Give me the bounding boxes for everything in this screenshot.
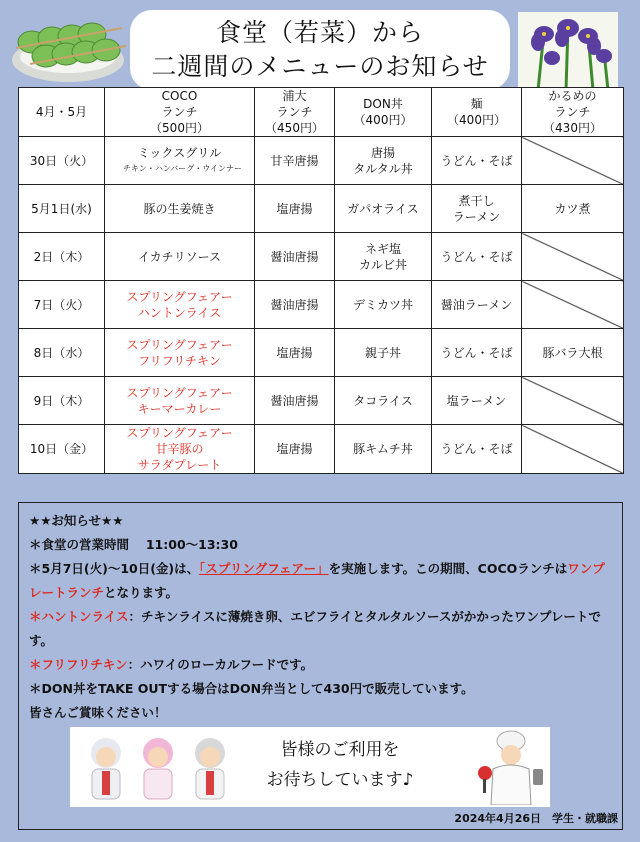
noodle-cell: うどん・そば: [432, 233, 522, 281]
column-header-3: DON丼 （400円）: [335, 88, 432, 137]
noodle-cell: 醤油ラーメン: [432, 281, 522, 329]
menu-table: [18, 87, 624, 474]
coco-lunch-cell: ミックスグリル チキン・ハンバーグ・ウインナー: [105, 137, 255, 185]
title-line-1: 食堂（若菜）から: [215, 18, 424, 47]
date-cell: 7日（火）: [19, 281, 105, 329]
uradai-lunch-cell: 塩唐揚: [255, 329, 335, 377]
don-cell: タコライス: [335, 377, 432, 425]
karume-lunch-cell: 豚バラ大根: [522, 329, 624, 377]
banner-line-1: 皆様のご利用を: [280, 740, 400, 760]
page-title: [130, 10, 510, 90]
coco-lunch-cell: スプリングフェアー キーマーカレー: [105, 377, 255, 425]
column-header-2: 浦大 ランチ （450円）: [255, 88, 335, 137]
table-row: [19, 281, 624, 329]
notice-closing: 皆さんご賞味ください！: [29, 705, 167, 720]
table-row: [19, 377, 624, 425]
notice-heading: ★★お知らせ★★: [29, 513, 124, 528]
coco-lunch-cell: スプリングフェアー ハントンライス: [105, 281, 255, 329]
karume-lunch-cell: [522, 281, 624, 329]
table-header-row: [19, 88, 624, 137]
staff-illustration: [78, 731, 238, 803]
uradai-lunch-cell: 醤油唐揚: [255, 377, 335, 425]
coco-lunch-cell: スプリングフェアー フリフリチキン: [105, 329, 255, 377]
table-row: [19, 329, 624, 377]
column-header-0: 4月・5月: [19, 88, 105, 137]
date-cell: 10日（金）: [19, 425, 105, 474]
don-cell: 豚キムチ丼: [335, 425, 432, 474]
banner-message: [250, 735, 430, 795]
noodle-cell: 煮干し ラーメン: [432, 185, 522, 233]
notice-hours: ＊食堂の営業時間 11:00～13:30: [29, 537, 238, 552]
column-header-1: COCO ランチ （500円）: [105, 88, 255, 137]
date-cell: 5月1日(水): [19, 185, 105, 233]
notice-hanton: ＊ハントンライス：チキンライスに薄焼き卵、エビフライとタルタルソースがかかったワンプレートです。: [29, 609, 601, 648]
chef-illustration: [475, 729, 547, 805]
dango-illustration: [10, 12, 130, 86]
date-cell: 9日（木）: [19, 377, 105, 425]
notice-fair: ＊5月7日(火)～10日(金)は、「スプリングフェアー」を実施します。この期間、COCOランチはワンプレートランチとなります。: [29, 561, 605, 600]
noodle-cell: うどん・そば: [432, 329, 522, 377]
date-cell: 2日（木）: [19, 233, 105, 281]
table-row: [19, 137, 624, 185]
uradai-lunch-cell: 塩唐揚: [255, 425, 335, 474]
noodle-cell: うどん・そば: [432, 425, 522, 474]
date-cell: 8日（水）: [19, 329, 105, 377]
column-header-5: かるめの ランチ （430円）: [522, 88, 624, 137]
iris-flower-illustration: [518, 12, 618, 90]
uradai-lunch-cell: 甘辛唐揚: [255, 137, 335, 185]
notice-furifuri: ＊フリフリチキン：ハワイのローカルフードです。: [29, 657, 314, 672]
karume-lunch-cell: [522, 233, 624, 281]
title-line-2: 二週間のメニューのお知らせ: [151, 52, 489, 81]
noodle-cell: 塩ラーメン: [432, 377, 522, 425]
table-row: [19, 233, 624, 281]
notice-don: ＊DON丼をTAKE OUTする場合はDON弁当として430円で販売しています。: [29, 681, 474, 696]
table-row: [19, 425, 624, 474]
uradai-lunch-cell: 醤油唐揚: [255, 233, 335, 281]
coco-lunch-cell: 豚の生姜焼き: [105, 185, 255, 233]
uradai-lunch-cell: 塩唐揚: [255, 185, 335, 233]
don-cell: 唐揚 タルタル丼: [335, 137, 432, 185]
noodle-cell: うどん・そば: [432, 137, 522, 185]
karume-lunch-cell: [522, 425, 624, 474]
coco-lunch-cell: スプリングフェアー 甘辛豚の サラダプレート: [105, 425, 255, 474]
table-row: [19, 185, 624, 233]
coco-lunch-cell: イカチリソース: [105, 233, 255, 281]
don-cell: デミカツ丼: [335, 281, 432, 329]
footer-date-department: 2024年4月26日 学生・就職課: [454, 812, 618, 825]
karume-lunch-cell: [522, 137, 624, 185]
don-cell: ガパオライス: [335, 185, 432, 233]
date-cell: 30日（火）: [19, 137, 105, 185]
karume-lunch-cell: [522, 377, 624, 425]
column-header-4: 麺 （400円）: [432, 88, 522, 137]
don-cell: 親子丼: [335, 329, 432, 377]
banner-line-2: お待ちしています♪: [266, 770, 414, 790]
uradai-lunch-cell: 醤油唐揚: [255, 281, 335, 329]
thanks-banner: [70, 727, 550, 807]
karume-lunch-cell: カツ煮: [522, 185, 624, 233]
don-cell: ネギ塩 カルビ丼: [335, 233, 432, 281]
